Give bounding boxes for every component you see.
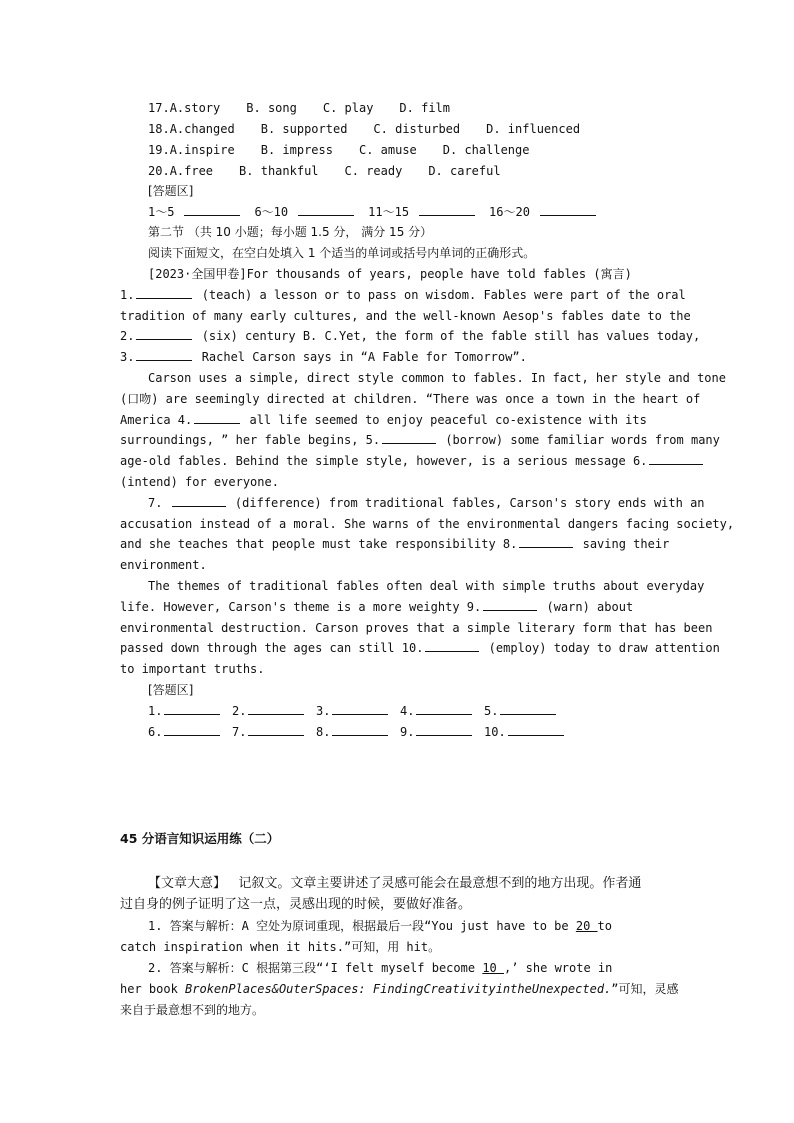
option-a: A.story xyxy=(169,101,221,115)
option-b: B. thankful xyxy=(239,164,319,178)
answer-blank[interactable] xyxy=(298,204,354,216)
passage-line: 2. (six) century B. C.Yet, the form of the fable still has values today, xyxy=(120,329,701,343)
answer-blank[interactable] xyxy=(248,703,304,715)
answer-area-label: [答题区] xyxy=(148,683,194,697)
passage-line: America 4. all life seemed to enjoy peaceful co-existence with its xyxy=(120,413,647,427)
explanation-1: 1. 答案与解析：A 空处为原词重现，根据最后一段“You just have to be 20 to xyxy=(148,919,612,933)
passage-line: (intend) for everyone. xyxy=(120,475,279,489)
blank-8[interactable] xyxy=(519,536,573,548)
passage-line: environment. xyxy=(120,558,207,572)
answer-blank[interactable] xyxy=(416,703,472,715)
section-instruction: 阅读下面短文，在空白处填入 1 个适当的单词或括号内单词的正确形式。 xyxy=(148,246,536,260)
option-b: B. song xyxy=(246,101,297,115)
blank-10[interactable] xyxy=(425,640,479,652)
option-d: D. film xyxy=(399,101,450,115)
blank-9[interactable] xyxy=(483,599,537,611)
option-d: D. challenge xyxy=(442,143,530,157)
passage-line: surroundings, ” her fable begins, 5. (borrow) some familiar words from many xyxy=(120,433,720,447)
passage-line: age-old fables. Behind the simple style, however, is a serious message 6. xyxy=(120,453,674,469)
summary-line: 【文章大意】 记叙文。文章主要讲述了灵感可能会在最意想不到的地方出现。作者通 xyxy=(148,876,642,891)
answer-blank[interactable] xyxy=(332,703,388,715)
answer-blank[interactable] xyxy=(416,724,472,736)
option-a: A.free xyxy=(169,164,214,178)
option-c: C. ready xyxy=(344,164,403,178)
answer-row: 1. 2. 3. 4. 5. xyxy=(148,703,568,719)
passage-line: 1. (teach) a lesson or to pass on wisdom. Fables were part of the oral xyxy=(120,288,686,302)
option-b: B. supported xyxy=(260,122,348,136)
answer-blank[interactable] xyxy=(500,703,556,715)
explanation-2-cont: her book BrokenPlaces&OuterSpaces: FindingCreativityintheUnexpected.”可知，灵感 xyxy=(120,982,679,996)
explanation-2: 2. 答案与解析：C 根据第三段“‘I felt myself become 10 ,’ she wrote in xyxy=(148,961,613,975)
passage-line: accusation instead of a moral. She warns of the environmental dangers facing society, xyxy=(120,517,735,531)
question-17: 17.A.story B. song C. play D. film xyxy=(148,101,450,115)
passage-line: passed down through the ages can still 10. (employ) today to draw attention xyxy=(120,641,720,655)
passage-line: tradition of many early cultures, and the well-known Aesop's fables date to the xyxy=(120,309,691,323)
summary-line: 过自身的例子证明了这一点，灵感出现的时候，要做好准备。 xyxy=(120,897,472,912)
passage-line: 7. (difference) from traditional fables, Carson's story ends with an xyxy=(148,496,705,510)
section-title: 45 分语言知识运用练（二） xyxy=(120,831,280,846)
explanation-2-end: 来自于最意想不到的地方。 xyxy=(120,1003,265,1017)
answer-blank[interactable] xyxy=(540,204,596,216)
section-header: 第二节 （共 10 小题；每小题 1.5 分， 满分 15 分） xyxy=(148,225,433,239)
answer-blank[interactable] xyxy=(248,724,304,736)
summary-label: 【文章大意】 xyxy=(148,876,227,891)
passage-line: environmental destruction. Carson proves that a simple literary form that has been xyxy=(120,621,713,635)
option-c: C. play xyxy=(322,101,374,115)
passage-line: 3. Rachel Carson says in “A Fable for Tomorrow”. xyxy=(120,350,527,364)
answer-ranges-row: 1～5 6～10 11～15 16～20 xyxy=(148,204,596,220)
blank-2[interactable] xyxy=(136,328,192,340)
option-a: A.inspire xyxy=(169,143,235,157)
blank-3[interactable] xyxy=(136,349,192,361)
answer-blank[interactable] xyxy=(184,204,240,216)
option-b: B. impress xyxy=(260,143,333,157)
blank-1[interactable] xyxy=(136,287,192,299)
passage-line: and she teaches that people must take responsibility 8. saving their xyxy=(120,537,670,551)
passage-line: The themes of traditional fables often deal with simple truths about everyday xyxy=(148,579,705,593)
blank-5[interactable] xyxy=(382,432,436,444)
passage-line: life. However, Carson's theme is a more weighty 9. (warn) about xyxy=(120,600,634,614)
answer-blank[interactable] xyxy=(164,724,220,736)
question-18: 18.A.changed B. supported C. disturbed D. influenced xyxy=(148,122,581,136)
passage-line: [2023·全国甲卷]For thousands of years, people have told fables (寓言) xyxy=(148,267,632,281)
answer-blank[interactable] xyxy=(164,703,220,715)
answer-row: 6. 7. 8. 9. 10. xyxy=(148,724,568,740)
blank-7[interactable] xyxy=(172,495,226,507)
answer-blank[interactable] xyxy=(508,724,564,736)
question-20: 20.A.free B. thankful C. ready D. careful xyxy=(148,164,501,178)
blank-4[interactable] xyxy=(194,412,240,424)
blank-6[interactable] xyxy=(649,453,703,465)
option-c: C. disturbed xyxy=(373,122,461,136)
option-a: A.changed xyxy=(169,122,235,136)
option-d: D. influenced xyxy=(486,122,581,136)
question-19: 19.A.inspire B. impress C. amuse D. challenge xyxy=(148,143,530,157)
answer-blank[interactable] xyxy=(332,724,388,736)
option-d: D. careful xyxy=(428,164,501,178)
passage-line: to important truths. xyxy=(120,662,265,676)
book-title: BrokenPlaces&OuterSpaces: FindingCreativityintheUnexpected. xyxy=(185,982,612,996)
answer-blank[interactable] xyxy=(419,204,475,216)
explanation-1-cont: catch inspiration when it hits.”可知，用 hit。 xyxy=(120,940,441,954)
passage-line: Carson uses a simple, direct style common to fables. In fact, her style and tone xyxy=(148,371,726,385)
option-c: C. amuse xyxy=(358,143,417,157)
answer-area-label: [答题区] xyxy=(148,184,194,198)
passage-line: (口吻) are seemingly directed at children. “There was once a town in the heart of xyxy=(120,392,701,406)
